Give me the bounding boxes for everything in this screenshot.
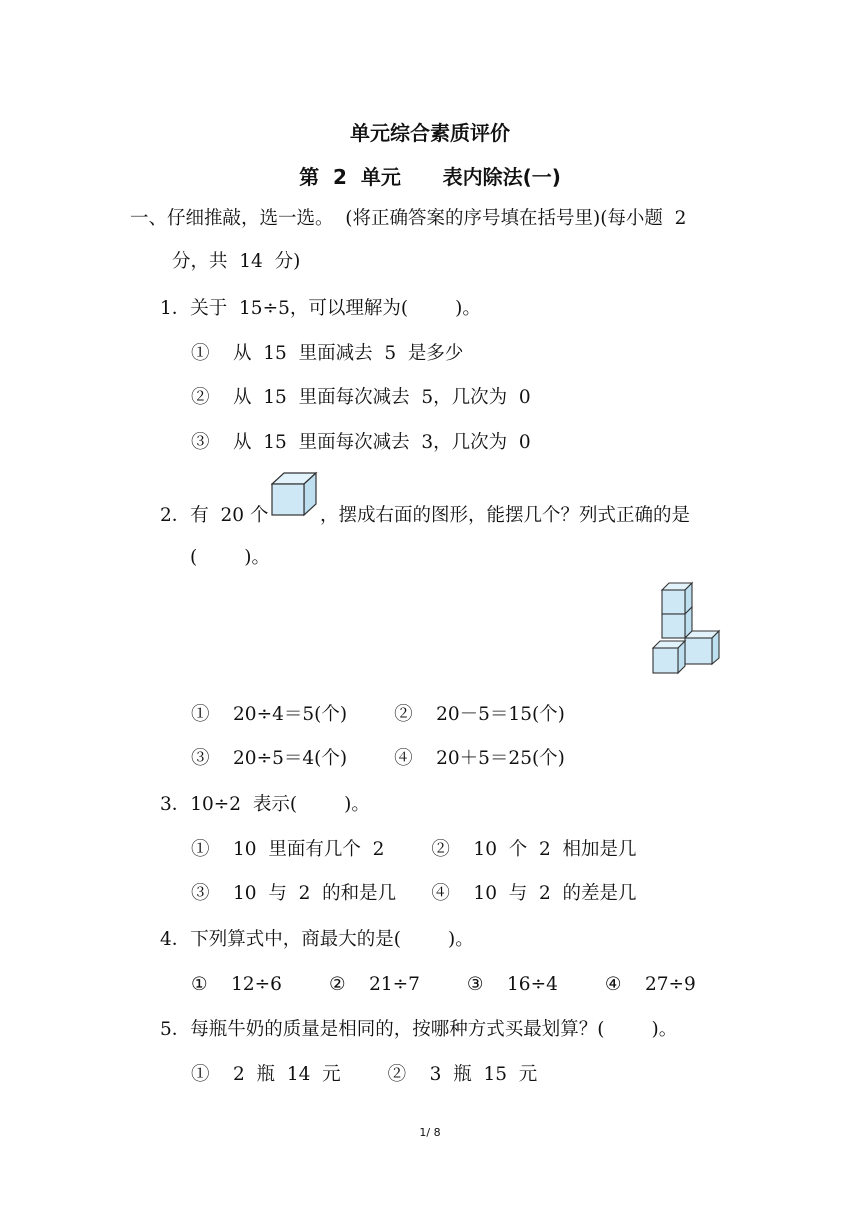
cube-stack-figure [650,578,724,676]
question-1-option-2: ② 从 15 里面每次减去 5，几次为 0 [191,387,531,408]
section-heading: 一、仔细推敲，选一选。 (将正确答案的序号填在括号里)(每小题 2 [130,208,687,229]
cube-icon [271,471,318,517]
question-1-option-1: ① 从 15 里面减去 5 是多少 [191,343,464,364]
section-heading-cont: 分，共 14 分) [172,251,301,272]
question-2-stem-cont: ，摆成右面的图形，能摆几个？列式正确的是 [320,505,691,526]
question-4-options: ① 12÷6 ② 21÷7 ③ 16÷4 ④ 27÷9 [191,974,696,995]
page-title: 单元综合素质评价 [350,121,510,145]
question-1-option-3: ③ 从 15 里面每次减去 3，几次为 0 [191,432,531,453]
page-number: 1/ 8 [419,1126,441,1139]
question-2-stem: 2．有 20 个 [160,505,269,526]
question-2-options-row-1: ① 20÷4＝5(个) ② 20－5＝15(个) [191,704,565,725]
question-3-stem: 3．10÷2 表示( )。 [160,794,370,815]
question-4-stem: 4．下列算式中，商最大的是( )。 [160,929,474,950]
question-1-stem: 1．关于 15÷5，可以理解为( )。 [160,298,481,319]
question-2-stem-line2: ( )。 [190,547,270,568]
question-5-stem: 5．每瓶牛奶的质量是相同的，按哪种方式买最划算？( )。 [160,1019,678,1040]
question-5-options: ① 2 瓶 14 元 ② 3 瓶 15 元 [191,1064,538,1085]
question-3-options-row-2: ③ 10 与 2 的和是几 ④ 10 与 2 的差是几 [191,883,637,904]
question-2-options-row-2: ③ 20÷5＝4(个) ④ 20＋5＝25(个) [191,748,565,769]
unit-subtitle: 第 2 单元 表内除法(一) [299,165,561,189]
question-3-options-row-1: ① 10 里面有几个 2 ② 10 个 2 相加是几 [191,839,637,860]
